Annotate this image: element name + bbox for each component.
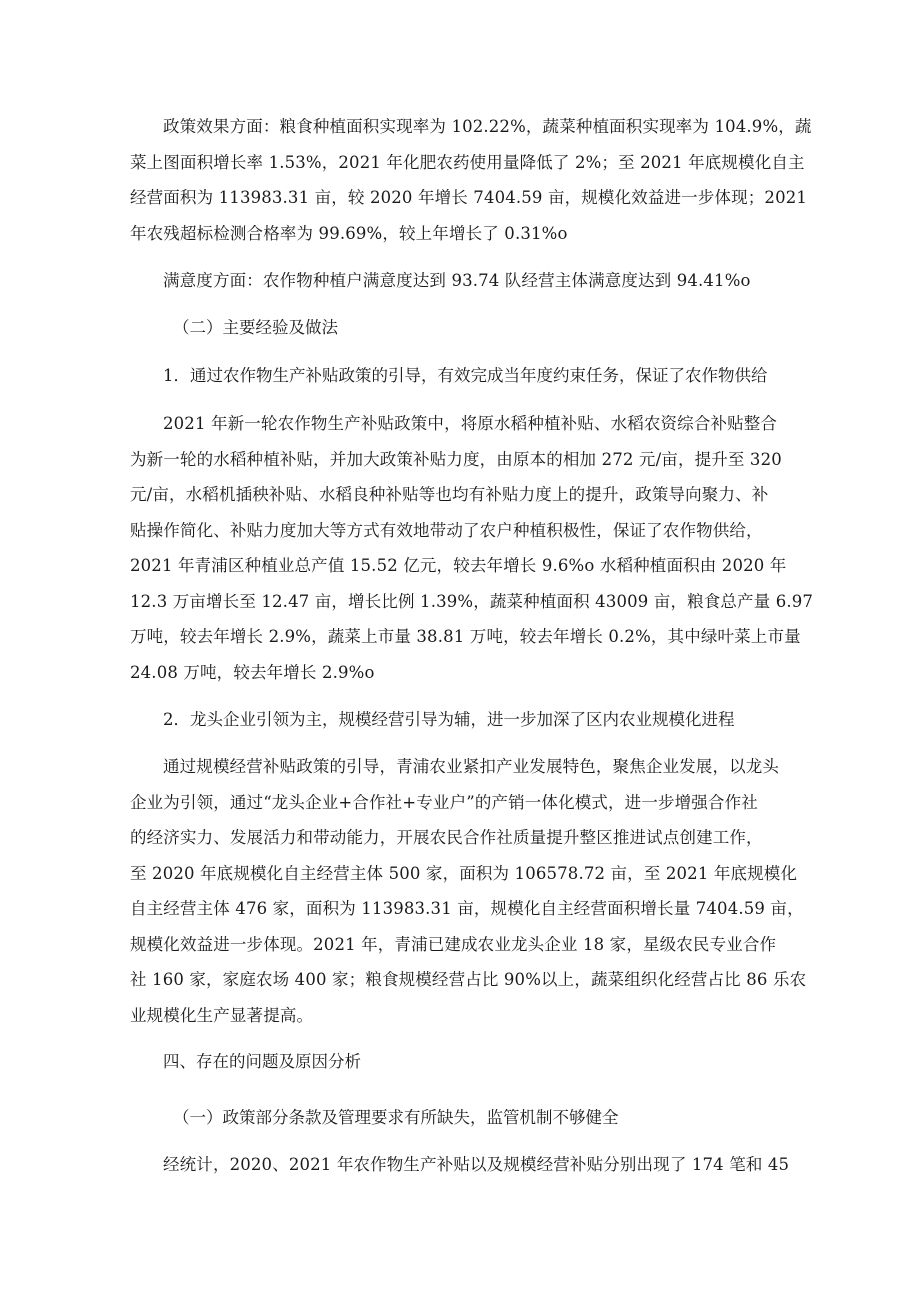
paragraph-item1 [130, 406, 814, 690]
text-line: 通过规模经营补贴政策的引导，青浦农业紧扣产业发展特色，聚焦企业发展，以龙头 [163, 757, 780, 776]
text-line: 业规模化生产显著提高。 [130, 1005, 314, 1025]
text-line: 自主经营主体 476 家，面积为 113983.31 亩，规模化自主经营面积增长量 7404.59 亩， [130, 899, 804, 918]
section-heading-experience: （二）主要经验及做法 [173, 318, 338, 337]
text-line: 企业为引领，通过“龙头企业+合作社+专业户”的产销一体化模式，进一步增强合作社 [130, 792, 758, 812]
text-line: 社 160 家，家庭农场 400 家；粮食规模经营占比 90%以上，蔬菜组织化经营占比 86 乐农 [130, 970, 807, 989]
paragraph-policy-effect [130, 109, 812, 251]
section-heading-4: 四、存在的问题及原因分析 [163, 1052, 361, 1071]
text-line: 规模化效益进一步体现。2021 年，青浦已建成农业龙头企业 18 家，星级农民专业合作 [130, 934, 777, 954]
text-line: 政策效果方面：粮食种植面积实现率为 102.22%，蔬菜种植面积实现率为 104.9%，蔬 [163, 117, 812, 136]
text-line: 2021 年新一轮农作物生产补贴政策中，将原水稻种植补贴、水稻农资综合补贴整合 [163, 414, 778, 433]
subsection-heading-1: （一）政策部分条款及管理要求有所缺失，监管机制不够健全 [173, 1108, 619, 1127]
text-line: 24.08 万吨，较去年增长 2.9%o [130, 662, 375, 682]
text-line: 的经济实力、发展活力和带动能力，开展农民合作社质量提升整区推进试点创建工作， [130, 828, 763, 847]
text-line: 经统计，2020、2021 年农作物生产补贴以及规模经营补贴分别出现了 174 笔和 45 [163, 1155, 790, 1174]
text-line: 万吨，较去年增长 2.9%，蔬菜上市量 38.81 万吨，较去年增长 0.2%，其中绿叶菜上市量 [130, 627, 801, 646]
paragraph-item2 [130, 749, 807, 1033]
item-heading-2: 2．龙头企业引领为主，规模经营引导为辅，进一步加深了区内农业规模化进程 [163, 710, 735, 729]
text-line: 2021 年青浦区种植业总产值 15.52 亿元，较去年增长 9.6%o 水稻种植面积由 2020 年 [130, 556, 787, 575]
text-line: 至 2020 年底规模化自主经营主体 500 家，面积为 106578.72 亩，至 2021 年底规模化 [130, 863, 798, 883]
paragraph-satisfaction [130, 263, 792, 299]
text-line: 贴操作简化、补贴力度加大等方式有效地带动了农户种植积极性，保证了农作物供给， [130, 520, 763, 540]
text-line: 12.3 万亩增长至 12.47 亩，增长比例 1.39%，蔬菜种植面积 43009 亩，粮食总产量 6.97 [130, 591, 814, 611]
text-line: 元/亩，水稻机插秧补贴、水稻良种补贴等也均有补贴力度上的提升，政策导向聚力、补 [130, 485, 769, 504]
text-line: 年农残超标检测合格率为 99.69%，较上年增长了 0.31%o [130, 223, 568, 243]
paragraph-stats [130, 1147, 792, 1183]
text-line: 满意度方面：农作物种植户满意度达到 93.74 队经营主体满意度达到 94.41%o [163, 271, 751, 290]
text-line: 菜上图面积增长率 1.53%，2021 年化肥农药使用量降低了 2%；至 2021 年底规模化自主 [130, 152, 805, 172]
text-line: 经营面积为 113983.31 亩，较 2020 年增长 7404.59 亩，规模化效益进一步体现；2021 [130, 188, 808, 207]
item-heading-1: 1．通过农作物生产补贴政策的引导，有效完成当年度约束任务，保证了农作物供给 [163, 366, 768, 385]
text-line: 为新一轮的水稻种植补贴，并加大政策补贴力度，由原本的相加 272 元/亩，提升至 320 [130, 449, 782, 469]
